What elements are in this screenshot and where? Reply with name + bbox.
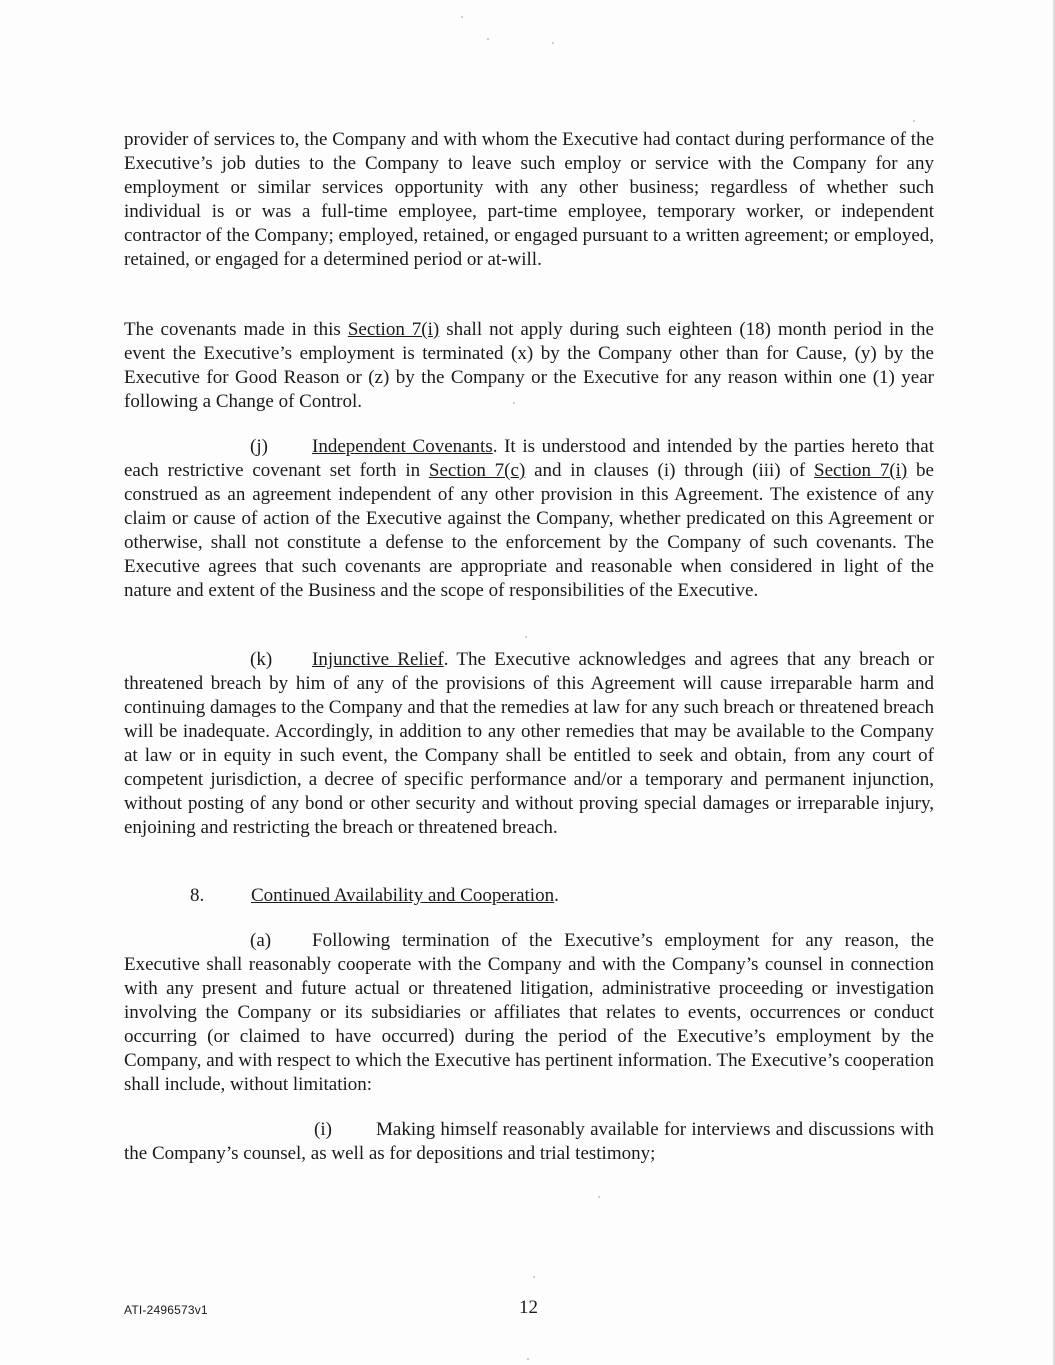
section-8a-i-text: Making himself reasonably available for interviews and discussions with the Company’s counsel, as well as for depositions and trial testimony; xyxy=(124,1119,934,1164)
section-8-heading xyxy=(190,884,559,908)
section-7i-link: Section 7(i) xyxy=(347,319,440,340)
section-8-title: Continued Availability and Cooperation xyxy=(251,885,555,906)
section-k-title: Injunctive Relief xyxy=(312,649,444,670)
scan-speck xyxy=(525,636,527,638)
paragraph-continuation: provider of services to, the Company and with whom the Executive had contact during performance of the Executive’s job duties to the Company to leave such employ or service with the Company for any employment or similar services opportunity with any other business; regardless of whether such individual is or was a full-time employee, part-time employee, temporary worker, or independent contractor of the Company; employed, retained, or engaged pursuant to a written agreement; or employed, retained, or engaged for a determined period or at-will. xyxy=(124,129,934,270)
scan-speck xyxy=(487,38,489,40)
section-7i-link: Section 7(i) xyxy=(814,460,908,481)
footer-page-number: 12 xyxy=(519,1297,538,1318)
scan-speck xyxy=(533,1276,535,1278)
covenants-text-end: shall not apply during such eighteen (18) month period in the event the Executive’s employment is terminated (x) by the Company other than for Cause, (y) by the Executive for Good Reason or (z) by the Company or the Executive for any reason within one (1) year following a Change of Control. xyxy=(124,319,934,412)
section-k-label: (k) xyxy=(250,649,273,670)
paragraph-covenants-exception xyxy=(124,318,934,414)
scan-speck xyxy=(527,1358,529,1360)
section-j-text-3: be construed as an agreement independent of any other provision in this Agreement. The existence of any claim or cause of action of the Executive against the Company, whether predicated on this Agreement or otherwise, shall not constitute a defense to the enforcement by the Company of such covenants. The Executive agrees that such covenants are appropriate and reasonable when considered in light of the nature and extent of the Business and the scope of responsibilities of the Executive. xyxy=(124,460,934,601)
scan-speck xyxy=(552,42,554,44)
paragraph-section-8a xyxy=(124,929,934,1097)
section-k-text: . The Executive acknowledges and agrees that any breach or threatened breach by him of any of the provisions of this Agreement will cause irreparable harm and continuing damages to the Company and that the remedies at law for any such breach or threatened breach will be inadequate. Accordingly, in addition to any other remedies that may be available to the Company at law or in equity in such event, the Company shall be entitled to seek and obtain, from any court of competent jurisdiction, a decree of specific performance and/or a temporary and permanent injunction, without posting of any bond or other security and without proving special damages or irreparable injury, enjoining and restricting the breach or threatened breach. xyxy=(124,649,934,838)
paragraph-section-8a-i xyxy=(124,1118,934,1166)
footer-document-id: ATI-2496573v1 xyxy=(124,1303,208,1317)
scan-speck xyxy=(913,120,915,122)
scan-speck xyxy=(461,16,463,18)
section-j-title: Independent Covenants xyxy=(312,436,493,457)
section-j-text-2: and in clauses (i) through (iii) of xyxy=(525,460,815,481)
paragraph-section-k xyxy=(124,648,934,840)
section-8a-label: (a) xyxy=(250,930,272,951)
section-8a-text: Following termination of the Executive’s employment for any reason, the Executive shall reasonably cooperate with the Company and with the Company’s counsel in connection with any present and future actual or threatened litigation, administrative proceeding or investigation involving the Company or its subsidiaries or affiliates that relates to events, occurrences or conduct occurring (or claimed to have occurred) during the period of the Executive’s employment by the Company, and with respect to which the Executive has pertinent information. The Executive’s cooperation shall include, without limitation: xyxy=(124,930,934,1095)
section-j-label: (j) xyxy=(250,436,268,457)
section-j-text-1: . It is understood and intended by the parties hereto that each restrictive covenant set forth in xyxy=(124,436,934,481)
scan-speck xyxy=(598,1196,600,1198)
section-7c-link: Section 7(c) xyxy=(428,460,526,481)
section-8-period: . xyxy=(554,885,559,906)
section-8a-i-label: (i) xyxy=(314,1119,332,1140)
covenants-text-start: The covenants made in this xyxy=(124,319,348,340)
section-8-number: 8. xyxy=(190,885,205,906)
paragraph-section-j xyxy=(124,435,934,603)
